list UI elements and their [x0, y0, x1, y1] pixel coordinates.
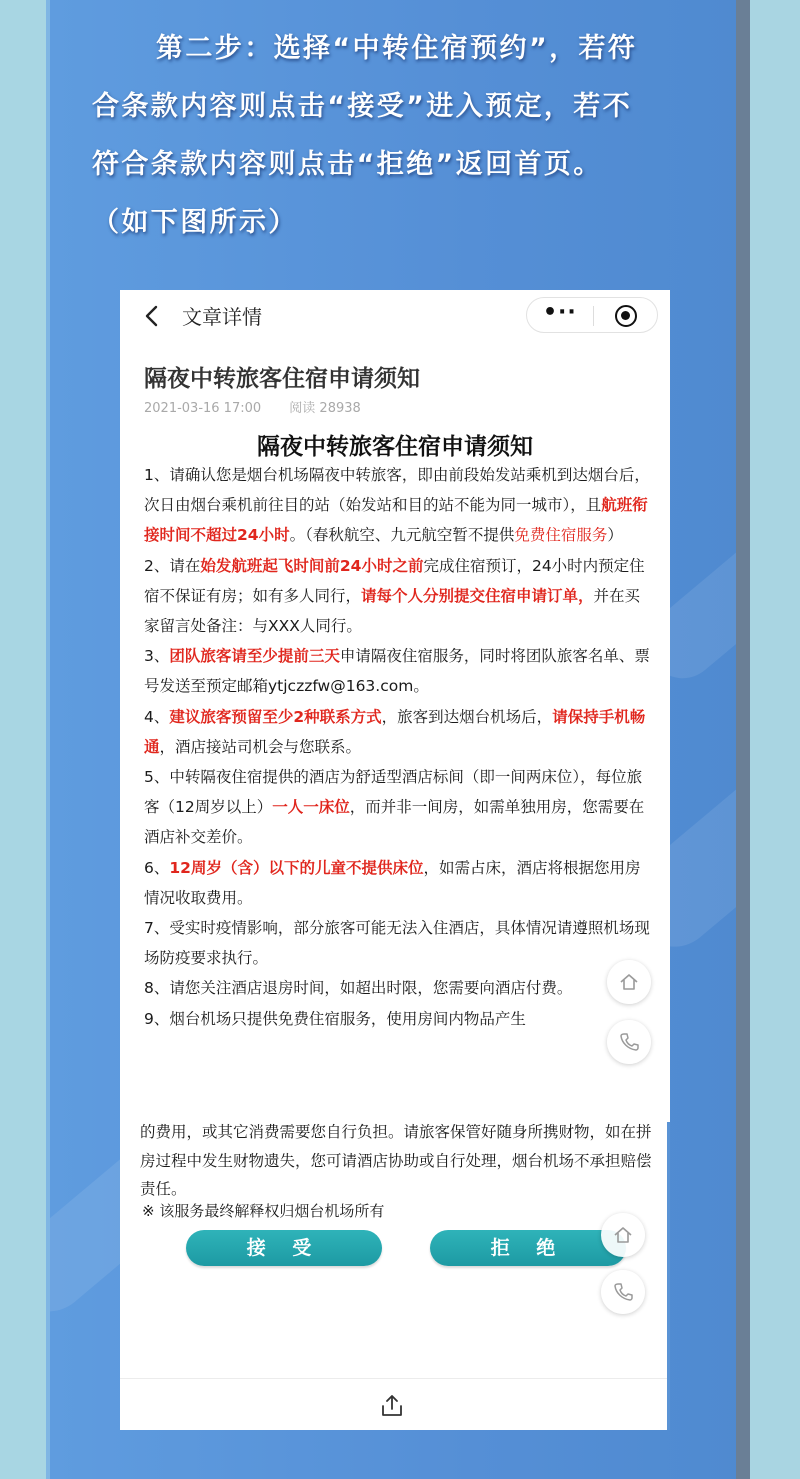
intro-text	[92, 20, 732, 252]
share-icon[interactable]	[378, 1393, 406, 1419]
notice-body	[144, 460, 654, 1034]
left-side-stripe	[0, 0, 50, 1479]
more-icon[interactable]: •··	[543, 300, 577, 325]
screenshot-seam	[667, 1122, 670, 1430]
notice-item-5: 5、中转隔夜住宿提供的酒店为舒适型酒店标间（即一间两床位），每位旅客（12周岁以上）一人一床位，而并非一间房，如需单独用房，您需要在酒店补交差价。	[144, 768, 645, 847]
notice-item-8: 8、请您关注酒店退房时间，如超出时限，您需要向酒店付费。	[144, 979, 573, 998]
article-date: 2021-03-16 17:00	[144, 401, 262, 416]
back-arrow-icon[interactable]	[142, 302, 162, 330]
nav-title: 文章详情	[182, 305, 262, 329]
phone-icon[interactable]	[607, 1020, 651, 1064]
intro-line-4: （如下图所示）	[92, 207, 298, 238]
intro-line-1: 第二步：选择“中转住宿预约”，若符	[156, 33, 638, 64]
capsule-divider	[593, 306, 594, 326]
notice-item-2: 2、请在始发航班起飞时间前24小时之前完成住宿预订，24小时内预定住宿不保证有房；如有多人同行，请每个人分别提交住宿申请订单，并在买家留言处备注：与XXX人同行。	[144, 556, 645, 636]
notice-item-9: 9、烟台机场只提供免费住宿服务，使用房间内物品产生	[144, 1009, 526, 1028]
article-meta	[144, 397, 361, 416]
bottom-bar	[120, 1378, 670, 1430]
article-title: 隔夜中转旅客住宿申请须知	[144, 366, 420, 392]
notice-item-6: 6、12周岁（含）以下的儿童不提供床位，如需占床，酒店将根据您用房情况收取费用。	[144, 858, 641, 907]
phone-screenshot	[120, 290, 670, 1430]
accept-button[interactable]: 接 受	[186, 1230, 382, 1266]
home-icon[interactable]	[607, 960, 651, 1004]
poster-edge	[736, 0, 750, 1479]
right-side-stripe	[750, 0, 800, 1479]
phone-icon[interactable]	[601, 1270, 645, 1314]
notice-item-9-continuation: 的费用，或其它消费需要您自行负担。请旅客保管好随身所携财物，如在拼房过程中发生财物遗失，您可请酒店协助或自行处理，烟台机场不承担赔偿责任。	[140, 1123, 652, 1198]
reject-button[interactable]: 拒 绝	[430, 1230, 626, 1266]
notice-item-7: 7、受实时疫情影响，部分旅客可能无法入住酒店，具体情况请遵照机场现场防疫要求执行。	[144, 919, 650, 968]
notice-item-4: 4、建议旅客预留至少2种联系方式，旅客到达烟台机场后，请保持手机畅通，酒店接站司机会与您联系。	[144, 707, 646, 756]
notice-item-3: 3、团队旅客请至少提前三天申请隔夜住宿服务，同时将团队旅客名单、票号发送至预定邮箱ytjczzfw@163.com。	[144, 647, 650, 696]
home-icon[interactable]	[601, 1213, 645, 1257]
mini-program-capsule	[526, 297, 658, 333]
notice-item-1: 1、请确认您是烟台机场隔夜中转旅客，即由前段始发站乘机到达烟台后，次日由烟台乘机前往目的站（始发站和目的站不能为同一城市），且航班衔接时间不超过24小时。（春秋航空、九元航空暂不提供免费住宿服务）	[144, 466, 650, 545]
read-count: 阅读 28938	[289, 401, 361, 416]
target-icon[interactable]	[615, 305, 637, 327]
notice-heading: 隔夜中转旅客住宿申请须知	[257, 434, 533, 460]
footnote: ※ 该服务最终解释权归烟台机场所有	[142, 1202, 385, 1220]
intro-line-3: 符合条款内容则点击“拒绝”返回首页。	[92, 149, 603, 180]
intro-line-2: 合条款内容则点击“接受”进入预定，若不	[92, 91, 633, 122]
navigation-bar	[120, 290, 670, 342]
